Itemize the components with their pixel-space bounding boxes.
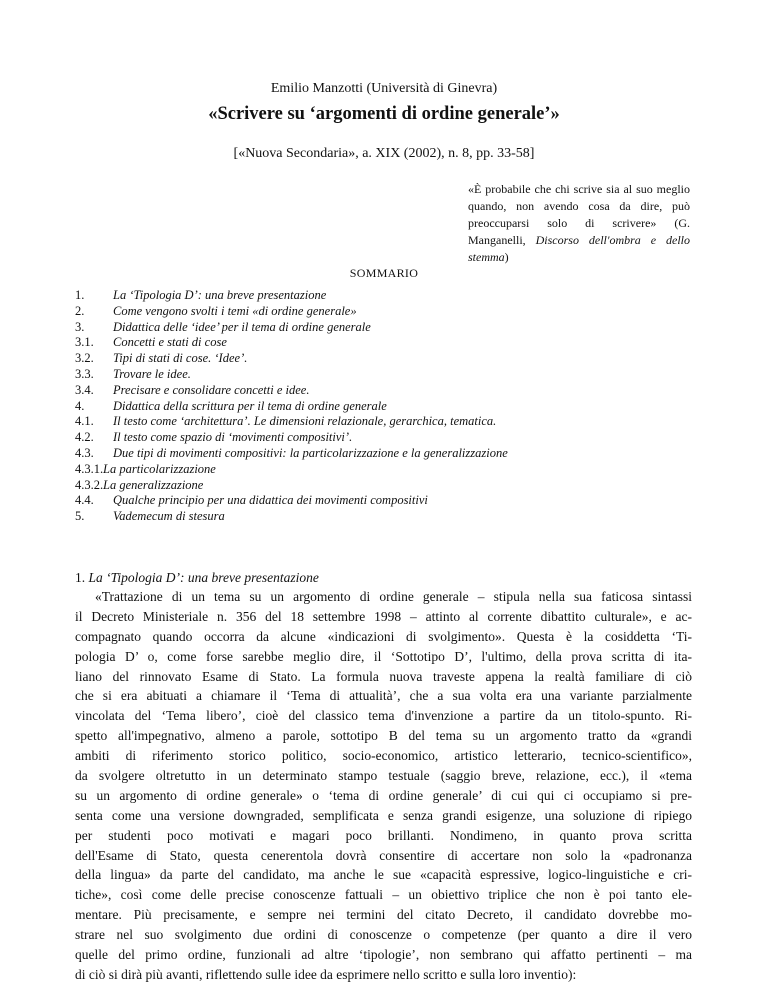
toc-number: 4. — [75, 398, 85, 413]
body-line: dell'Esame di Stato, questa cenerentola dovrà consentire di accertare non solo la «padronanza — [75, 847, 692, 863]
toc-item — [75, 335, 675, 351]
toc-text: Come vengono svolti i temi «di ordine generale» — [113, 303, 357, 318]
toc-number: 4.2. — [75, 430, 94, 445]
table-of-contents — [75, 288, 675, 525]
body-line: mentare. Più precisamente, e sempre nei termini del citato Decreto, il candidato dovrebbe mo- — [75, 907, 692, 923]
section-number: 1. — [75, 570, 86, 585]
toc-text: Qualche principio per una didattica dei movimenti compositivi — [113, 493, 428, 508]
toc-item — [75, 320, 675, 336]
body-line: per studenti poco motivati e magari poco brillanti. Nondimeno, in quanto prova scritta — [75, 827, 692, 843]
body-line: senta come una versione downgraded, semplificata e senza grandi esigenze, una soluzione di ripiego — [75, 807, 692, 823]
body-line: liano del rinnovato Esame di Stato. La formula nuova traveste appena la realtà familiare di ciò — [75, 668, 692, 684]
toc-number: 4.3.2. — [75, 477, 104, 492]
section-heading — [75, 570, 319, 586]
toc-number: 3. — [75, 319, 85, 334]
epigraph-work: Discorso dell'ombra e dello stemma — [468, 233, 690, 264]
body-line: vincolata del ‘Tema libero’, cioè del classico tema d'invenzione a partire da un titolo-spunto. Ri- — [75, 708, 692, 724]
toc-text: Vademecum di stesura — [113, 509, 225, 524]
epigraph-text: «È probabile che chi scrive sia al suo meglio quando, non avendo cosa da dire, può preoccuparsi solo di scrivere» (G. Manganelli, — [468, 182, 690, 247]
toc-text: Tipi di stati di cose. ‘Idee’. — [113, 351, 248, 366]
body-line: compagnato quando occorra da alcune «indicazioni di svolgimento». Questa è la cosiddetta ‘Ti- — [75, 628, 692, 644]
toc-number: 2. — [75, 303, 85, 318]
toc-item — [75, 430, 675, 446]
body-line: tiche», così come delle precise conoscenze fattuali – un obiettivo triplice che non è poi tanto ele- — [75, 887, 692, 903]
section-body — [75, 587, 692, 985]
epigraph-close: ) — [504, 250, 509, 264]
toc-item — [75, 288, 675, 304]
body-line: strare nel suo svolgimento due ordini di conoscenze o competenze (per quanto a dire il vero — [75, 927, 692, 943]
toc-text: La generalizzazione — [103, 477, 204, 492]
body-line: il Decreto Ministeriale n. 356 del 18 settembre 1998 – attinto al corrente dibattito culturale», e ac- — [75, 608, 692, 624]
body-line: su un argomento di ordine generale» o ‘tema di ordine generale’ di cui qui ci occupiamo si pre- — [75, 787, 692, 803]
toc-item — [75, 399, 675, 415]
toc-text: Due tipi di movimenti compositivi: la particolarizzazione e la generalizzazione — [113, 445, 508, 460]
body-line: di ciò si dirà più avanti, riflettendo sulle idee da esprimere nello scritto e sulla loro inventio): — [75, 966, 577, 982]
body-line: da svolgere oltretutto in un determinato stampo testuale (saggio breve, relazione, ecc.), il «tema — [75, 768, 692, 784]
section-title: La ‘Tipologia D’: una breve presentazione — [88, 570, 319, 585]
toc-number: 4.4. — [75, 493, 94, 508]
body-line: che si era abituati a chiamare il ‘Tema di attualità’, che a sua volta era una variante parzialmente — [75, 688, 692, 704]
toc-number: 1. — [75, 288, 85, 302]
toc-item — [75, 367, 675, 383]
source-citation: [«Nuova Secondaria», a. XIX (2002), n. 8, pp. 33-58] — [233, 146, 535, 161]
toc-number: 4.3.1. — [75, 461, 104, 476]
toc-text: Il testo come spazio di ‘movimenti compositivi’. — [113, 430, 353, 445]
toc-text: La ‘Tipologia D’: una breve presentazione — [113, 288, 327, 302]
toc-text: Trovare le idee. — [113, 366, 191, 381]
summary-heading: SOMMARIO — [349, 266, 419, 280]
body-line: ambiti di riferimento storico politico, socio-economico, artistico letterario, tecnico-scientifico», — [75, 748, 692, 764]
toc-number: 3.1. — [75, 335, 94, 350]
toc-item — [75, 478, 675, 494]
toc-text: La particolarizzazione — [103, 461, 216, 476]
toc-number: 4.3. — [75, 445, 94, 460]
toc-item — [75, 462, 675, 478]
toc-item — [75, 351, 675, 367]
toc-text: Precisare e consolidare concetti e idee. — [113, 382, 310, 397]
toc-text: Il testo come ‘architettura’. Le dimensioni relazionale, gerarchica, tematica. — [113, 414, 497, 429]
toc-item — [75, 493, 675, 509]
epigraph — [468, 181, 690, 266]
toc-item — [75, 304, 675, 320]
body-line: «Trattazione di un tema su un argomento di ordine generale – stipula nella sua faticosa sintassi — [95, 589, 692, 604]
article-title: «Scrivere su ‘argomenti di ordine generale’» — [208, 104, 560, 124]
body-line: pologia D’ o, come forse sarebbe meglio dire, il ‘Sottotipo D’, l'ultimo, della prova scritta di ita- — [75, 648, 692, 664]
body-line: della lingua» da parte del candidato, ma anche le sue «capacità espressive, logico-linguistiche e cri- — [75, 867, 692, 883]
toc-item — [75, 383, 675, 399]
toc-number: 3.2. — [75, 351, 94, 366]
toc-item — [75, 509, 675, 525]
toc-text: Didattica della scrittura per il tema di ordine generale — [113, 398, 387, 413]
toc-item — [75, 414, 675, 430]
author-line: Emilio Manzotti (Università di Ginevra) — [270, 81, 498, 96]
toc-item — [75, 446, 675, 462]
body-line: quelle del primo ordine, funzionali ad altre ‘tipologie’, non sembrano qui affatto pertinenti – ma — [75, 947, 692, 963]
toc-number: 5. — [75, 509, 85, 524]
toc-number: 3.4. — [75, 382, 94, 397]
toc-number: 3.3. — [75, 366, 94, 381]
toc-text: Concetti e stati di cose — [113, 335, 227, 350]
toc-number: 4.1. — [75, 414, 94, 429]
toc-text: Didattica delle ‘idee’ per il tema di ordine generale — [113, 319, 371, 334]
body-line: spetto all'impegnativo, almeno a parole, sottotipo B del tema su un argomento tratto da «grandi — [75, 728, 692, 744]
